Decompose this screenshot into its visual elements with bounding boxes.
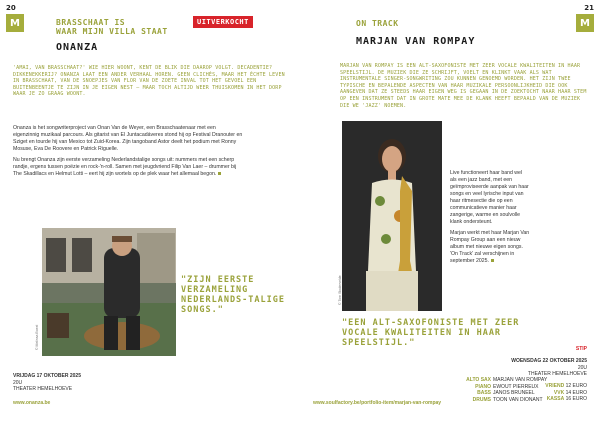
end-square-icon <box>218 172 221 175</box>
lineup-row: PIANO EWOUT PIERREUX <box>475 383 539 390</box>
artist-photo <box>342 121 442 311</box>
event-info <box>13 373 81 393</box>
photo-marjan <box>342 121 442 311</box>
photo-credit: © Tom Stodervelde <box>338 275 342 305</box>
artist-link[interactable]: www.onanza.be <box>13 400 51 406</box>
artist-title: ONANZA <box>56 42 99 53</box>
body-text <box>13 125 243 182</box>
event-time: 20U <box>13 379 23 386</box>
pull-quote: "EEN ALT-SAXOFONISTE MET ZEER VOCALE KWALITEITEN IN HAAR SPEELSTIJL." <box>342 318 520 348</box>
artist-title: MARJAN VAN ROMPAY <box>356 36 476 47</box>
intro-text: 'AMAI, VAN BRASSCHAAT?' WIE HIER WOONT, KENT DE BLIK DIE DAAROP VOLGT. DECADENTIE? DIKKENEKKERIJ? ONANZA LAAT EEN ANDER VERHAAL HOREN. GEEN CLICHÉS, MAAR HET ÉCHTE LEVEN IN BRASSCHAAT, VAN DE SNOEPJES VAN FLOR VAN DE ZOETE INVAL TOT HET GEVOEL EEN BUITENBEENTJE TE ZIJN IN JE EIGEN NEST – MAAR TOCH ALTIJD WEER THUISKOMEN IN HET DORP WAAR JE ZO GRAAG WOONT. <box>13 65 285 98</box>
event-time: 20U <box>577 364 587 371</box>
event-kicker <box>56 18 168 36</box>
price-row: KASSA 16 EURO <box>546 396 587 402</box>
body-paragraph: Live functioneert haar band wel als een jazz band, met een geïmproviseerde aanpak van haar songs en veel lyrische input van haar ritmesectie die op een communicatieve manier haar zangerige, warme en soulvolle klank ondersteunt. <box>450 170 529 225</box>
kicker-line-2: WAAR MIJN VILLA STAAT <box>56 27 168 36</box>
price-row: VRIEND 12 EURO <box>545 383 587 389</box>
event-info <box>511 358 587 378</box>
kicker-line-1: BRASSCHAAT IS <box>56 18 126 27</box>
event-venue: THEATER HEMELHOEVE <box>527 371 587 377</box>
pull-quote: "ZIJN EERSTE VERZAMELING NEDERLANDS-TALIGE SONGS." <box>181 275 285 315</box>
body-text <box>450 170 530 269</box>
body-paragraph: Onanza is het songwriterproject van Onan Van de Weyer, een Brasschaatenaar met een eigenzinnig muzikaal parcours. Als gitarist van El Juntacadáveres stond hij op Festival Dranouter en Sziget en tourde hij van Mexico tot Zuid-Korea. Zijn tangoband Astor deelt het podium met Ronny Mosuse, Eva De Roovere en Patrick Riguelle. <box>13 125 243 152</box>
photo-credit: © Melissa Boeel <box>35 324 39 350</box>
event-date: VRIJDAG 17 OKTOBER 2025 <box>13 373 81 379</box>
price-row: VVK 14 EURO <box>553 389 587 396</box>
lineup-list <box>435 377 547 403</box>
body-paragraph: Nu brengt Onanza zijn eerste verzameling Nederlandstalige songs uit: nummers met een scherp randje, ergens tussen poëzie en rock-'n-roll. Samen met jeugdvriend Filip Van Laer – drummer bij The Skadillacs en Helmut Lotti – eert hij zijn wortels op de plek waar het allemaal begon. <box>13 157 237 177</box>
event-venue: THEATER HEMELHOEVE <box>13 386 73 392</box>
section-badge: M <box>576 14 594 32</box>
page-number: 20 <box>6 4 16 12</box>
section-badge: M <box>6 14 24 32</box>
event-date: WOENSDAG 22 OKTOBER 2025 <box>511 358 587 364</box>
right-page <box>300 0 600 424</box>
body-paragraph: Marjan werkt met haar Marjan Van Rompay Group aan een nieuw album met nieuwe eigen songs. 'On Track' zal verschijnen in september 2025. <box>450 230 530 264</box>
photo-onanza <box>42 228 176 356</box>
page-number: 21 <box>584 4 594 12</box>
stip-label: STIP <box>575 346 587 352</box>
intro-text: MARJAN VAN ROMPAY IS EEN ALT-SAXOFONISTE MET ZEER VOCALE KWALITEITEN IN HAAR SPEELSTIJL. DE MUZIEK DIE ZE SCHRIJFT, VOELT EN KLINKT VAAK ALS WAT INSTRUMENTALE SINGER-SONGWRITING ZOU KUNNEN GENOEMD WORDEN. HET ZIJN TWEE TYPISCHE EN BEPALENDE ASPECTEN VAN HAAR MUZIKALE PERSOONLIJKHEID DIE OOK AANGEVEN DAT ZE STEEDS HAAR EIGEN WEG IS GEGAAN IN DE ZOEKTOCHT NAAR HAAR STEM OP EEN INSTRUMENT DAT IN GROTE MATE MEE DE KLANK HEEFT BEPAALD VAN DE MUZIEK DIE WE 'JAZZ' NOEMEN. <box>340 63 587 109</box>
artist-link[interactable]: www.soulfactory.be/portfolio-item/marjan-van-rompay <box>313 400 442 406</box>
event-kicker: ON TRACK <box>356 19 399 28</box>
end-square-icon <box>491 259 494 262</box>
artist-photo <box>42 228 176 356</box>
sold-out-badge: UITVERKOCHT <box>193 16 253 28</box>
lineup-row: BASS JANOS BRUNEEL <box>477 390 535 396</box>
lineup-row: DRUMS TOON VAN DIONANT <box>472 396 543 403</box>
lineup-row: ALTO SAX MARJAN VAN ROMPAY <box>466 377 548 383</box>
price-list <box>545 383 587 403</box>
